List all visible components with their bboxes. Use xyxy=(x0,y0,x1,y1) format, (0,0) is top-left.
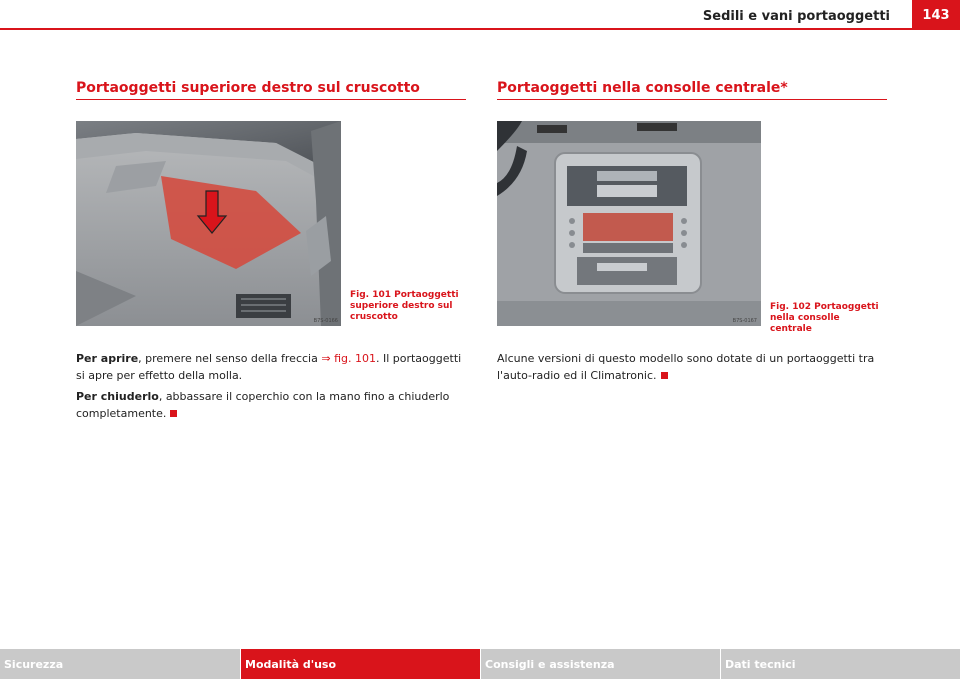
paragraph-text: , abbassare il coperchio con la mano fino a chiuderlo completamente. xyxy=(76,390,450,420)
right-section-title: Portaoggetti nella consolle centrale* xyxy=(497,80,788,96)
left-section-rule xyxy=(76,99,466,100)
right-section-rule xyxy=(497,99,887,100)
paragraph-text: Alcune versioni di questo modello sono dotate di un portaoggetti tra l'auto-radio ed il Climatronic. xyxy=(497,352,875,382)
footer-tab-dati-tecnici[interactable]: Dati tecnici xyxy=(720,649,960,679)
figure-code: B7S-0166 xyxy=(313,318,338,324)
end-of-section-icon xyxy=(170,410,177,417)
arrow-icon: ⇒ xyxy=(321,352,331,365)
figure-link[interactable]: fig. 101 xyxy=(334,352,376,365)
page-number: 143 xyxy=(912,0,960,30)
end-of-section-icon xyxy=(661,372,668,379)
figure-caption-101: Fig. 101 Portaoggetti superiore destro sul cruscotto xyxy=(350,290,459,322)
footer-tab-sicurezza[interactable]: Sicurezza xyxy=(0,649,240,679)
footer-nav xyxy=(0,649,960,679)
bold-label: Per chiuderlo xyxy=(76,390,159,403)
footer-tab-consigli[interactable]: Consigli e assistenza xyxy=(480,649,720,679)
paragraph-open xyxy=(76,350,468,384)
glovebox-photo xyxy=(76,121,341,326)
footer-tab-modalita-uso[interactable]: Modalità d'uso xyxy=(240,649,480,679)
paragraph-close xyxy=(76,388,468,422)
figure-code: B7S-0167 xyxy=(732,318,757,324)
paragraph-text: . Il portaoggetti si apre per effetto della molla. xyxy=(76,352,462,382)
header-rule xyxy=(0,28,912,30)
console-photo xyxy=(497,121,761,326)
figure-caption-102: Fig. 102 Portaoggetti nella consolle centrale xyxy=(770,302,879,334)
left-section-title: Portaoggetti superiore destro sul cruscotto xyxy=(76,80,420,96)
bold-label: Per aprire xyxy=(76,352,139,365)
paragraph-console xyxy=(497,350,889,384)
chapter-title: Sedili e vani portaoggetti xyxy=(702,9,890,24)
paragraph-text: , premere nel senso della freccia xyxy=(138,352,322,365)
